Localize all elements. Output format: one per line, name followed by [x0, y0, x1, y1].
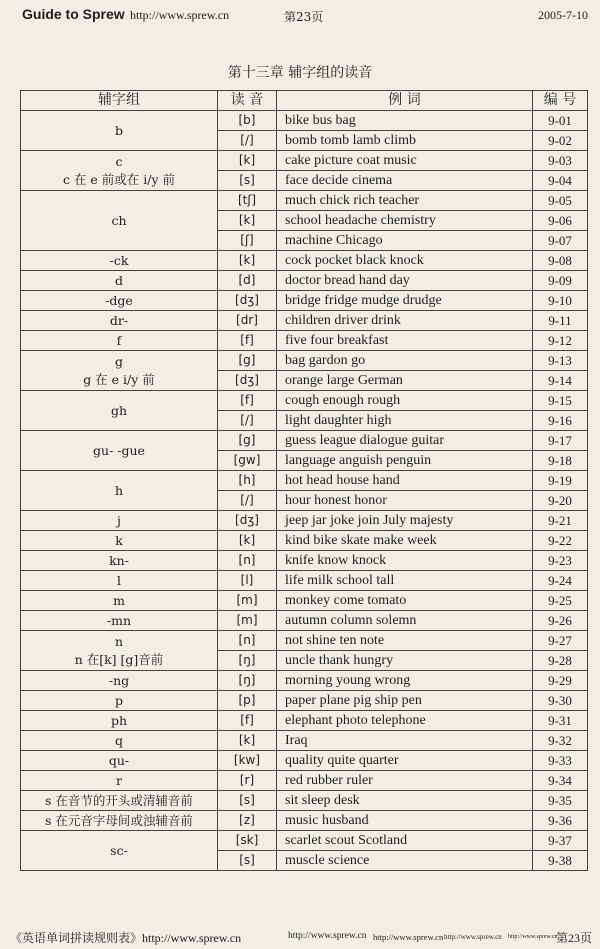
table-row [21, 531, 588, 551]
table-row [21, 731, 588, 751]
table-row [21, 251, 588, 271]
page-header [22, 6, 588, 26]
cluster-cell: j [21, 511, 218, 531]
pronunciation-cell: [gw] [218, 451, 277, 471]
entry-number-cell: 9-04 [533, 171, 588, 191]
pronunciation-cell: [/] [218, 131, 277, 151]
pronunciation-cell: [k] [218, 151, 277, 171]
footer-url[interactable]: http://www.sprew.cn [508, 934, 558, 940]
entry-number-cell: 9-25 [533, 591, 588, 611]
table-row [21, 151, 588, 171]
cluster-cell: ph [21, 711, 218, 731]
table-row [21, 111, 588, 131]
cluster-cell: ch [21, 191, 218, 251]
entry-number-cell: 9-29 [533, 671, 588, 691]
example-words-cell: life milk school tall [277, 571, 533, 591]
example-words-cell: scarlet scout Scotland [277, 831, 533, 851]
pronunciation-cell: [k] [218, 531, 277, 551]
table-row [21, 711, 588, 731]
example-words-cell: knife know knock [277, 551, 533, 571]
table-row [21, 351, 588, 371]
pronunciation-cell: [dʒ] [218, 511, 277, 531]
table-row [21, 311, 588, 331]
table-row [21, 471, 588, 491]
example-words-cell: machine Chicago [277, 231, 533, 251]
example-words-cell: light daughter high [277, 411, 533, 431]
example-words-cell: red rubber ruler [277, 771, 533, 791]
example-words-cell: kind bike skate make week [277, 531, 533, 551]
example-words-cell: bike bus bag [277, 111, 533, 131]
entry-number-cell: 9-34 [533, 771, 588, 791]
pronunciation-cell: [s] [218, 171, 277, 191]
column-header-cluster: 辅字组 [21, 91, 218, 111]
column-header-number: 编 号 [533, 91, 588, 111]
cluster-cell: f [21, 331, 218, 351]
chapter-title: 第十三章 辅字组的读音 [227, 65, 373, 81]
table-row [21, 671, 588, 691]
pronunciation-cell: [g] [218, 351, 277, 371]
example-words-cell: music husband [277, 811, 533, 831]
cluster-label: g 在 e i/y 前 [83, 371, 155, 387]
entry-number-cell: 9-26 [533, 611, 588, 631]
column-header-pronunciation: 读 音 [218, 91, 277, 111]
cluster-cell: sc- [21, 831, 218, 871]
cluster-label: n 在[k] [g]音前 [74, 651, 164, 667]
pronunciation-cell: [d] [218, 271, 277, 291]
example-words-cell: doctor bread hand day [277, 271, 533, 291]
cluster-cell [21, 631, 218, 671]
pronunciation-cell: [n] [218, 631, 277, 651]
header-page-number: 第23页 [284, 10, 324, 24]
pronunciation-cell: [p] [218, 691, 277, 711]
cluster-cell: -dge [21, 291, 218, 311]
entry-number-cell: 9-35 [533, 791, 588, 811]
pronunciation-cell: [ʃ] [218, 231, 277, 251]
pronunciation-cell: [b] [218, 111, 277, 131]
entry-number-cell: 9-18 [533, 451, 588, 471]
example-words-cell: hour honest honor [277, 491, 533, 511]
entry-number-cell: 9-03 [533, 151, 588, 171]
cluster-cell: s 在音节的开头或清辅音前 [21, 791, 218, 811]
example-words-cell: muscle science [277, 851, 533, 871]
entry-number-cell: 9-10 [533, 291, 588, 311]
cluster-cell: -ck [21, 251, 218, 271]
pronunciation-cell: [/] [218, 491, 277, 511]
cluster-label: c [115, 153, 123, 169]
entry-number-cell: 9-07 [533, 231, 588, 251]
example-words-cell: cake picture coat music [277, 151, 533, 171]
header-date: 2005-7-10 [538, 8, 588, 22]
page-footer [10, 929, 592, 947]
example-words-cell: elephant photo telephone [277, 711, 533, 731]
pronunciation-cell: [m] [218, 611, 277, 631]
example-words-cell: hot head house hand [277, 471, 533, 491]
footer-url[interactable]: http://www.sprew.cn [444, 933, 502, 941]
entry-number-cell: 9-30 [533, 691, 588, 711]
cluster-label: n [114, 633, 124, 649]
example-words-cell: guess league dialogue guitar [277, 431, 533, 451]
entry-number-cell: 9-14 [533, 371, 588, 391]
pronunciation-cell: [s] [218, 851, 277, 871]
pronunciation-cell: [g] [218, 431, 277, 451]
pronunciation-cell: [kw] [218, 751, 277, 771]
example-words-cell: face decide cinema [277, 171, 533, 191]
cluster-cell [21, 151, 218, 191]
table-row [21, 511, 588, 531]
entry-number-cell: 9-22 [533, 531, 588, 551]
pronunciation-cell: [r] [218, 771, 277, 791]
example-words-cell: morning young wrong [277, 671, 533, 691]
entry-number-cell: 9-21 [533, 511, 588, 531]
cluster-cell: h [21, 471, 218, 511]
pronunciation-cell: [/] [218, 411, 277, 431]
cluster-cell: gu- -gue [21, 431, 218, 471]
entry-number-cell: 9-05 [533, 191, 588, 211]
entry-number-cell: 9-31 [533, 711, 588, 731]
table-row [21, 331, 588, 351]
entry-number-cell: 9-09 [533, 271, 588, 291]
table-row [21, 691, 588, 711]
footer-page-number: 第23页 [555, 931, 592, 945]
table-row [21, 551, 588, 571]
pronunciation-cell: [ŋ] [218, 651, 277, 671]
footer-book-title: 《英语单词拼读规则表》http://www.sprew.cn [10, 931, 242, 945]
pronunciation-cell: [h] [218, 471, 277, 491]
table-row [21, 831, 588, 851]
example-words-cell: not shine ten note [277, 631, 533, 651]
example-words-cell: much chick rich teacher [277, 191, 533, 211]
pronunciation-cell: [f] [218, 711, 277, 731]
example-words-cell: orange large German [277, 371, 533, 391]
pronunciation-cell: [dr] [218, 311, 277, 331]
entry-number-cell: 9-12 [533, 331, 588, 351]
table-row [21, 631, 588, 651]
cluster-cell: p [21, 691, 218, 711]
entry-number-cell: 9-08 [533, 251, 588, 271]
example-words-cell: monkey come tomato [277, 591, 533, 611]
entry-number-cell: 9-27 [533, 631, 588, 651]
example-words-cell: cock pocket black knock [277, 251, 533, 271]
entry-number-cell: 9-17 [533, 431, 588, 451]
entry-number-cell: 9-38 [533, 851, 588, 871]
example-words-cell: Iraq [277, 731, 533, 751]
example-words-cell: jeep jar joke join July majesty [277, 511, 533, 531]
footer-url[interactable]: http://www.sprew.cn [288, 931, 367, 941]
entry-number-cell: 9-02 [533, 131, 588, 151]
cluster-cell: d [21, 271, 218, 291]
pronunciation-cell: [k] [218, 731, 277, 751]
example-words-cell: paper plane pig ship pen [277, 691, 533, 711]
table-row [21, 771, 588, 791]
pronunciation-cell: [k] [218, 211, 277, 231]
cluster-cell: qu- [21, 751, 218, 771]
cluster-cell: m [21, 591, 218, 611]
example-words-cell: language anguish penguin [277, 451, 533, 471]
header-url[interactable]: http://www.sprew.cn [130, 8, 230, 22]
consonant-cluster-table [20, 90, 588, 871]
example-words-cell: cough enough rough [277, 391, 533, 411]
entry-number-cell: 9-15 [533, 391, 588, 411]
entry-number-cell: 9-06 [533, 211, 588, 231]
table-row [21, 751, 588, 771]
cluster-cell: gh [21, 391, 218, 431]
entry-number-cell: 9-20 [533, 491, 588, 511]
entry-number-cell: 9-33 [533, 751, 588, 771]
pronunciation-cell: [n] [218, 551, 277, 571]
pronunciation-cell: [f] [218, 331, 277, 351]
entry-number-cell: 9-24 [533, 571, 588, 591]
pronunciation-cell: [sk] [218, 831, 277, 851]
entry-number-cell: 9-13 [533, 351, 588, 371]
entry-number-cell: 9-23 [533, 551, 588, 571]
table-row [21, 391, 588, 411]
cluster-cell [21, 351, 218, 391]
example-words-cell: five four breakfast [277, 331, 533, 351]
table-row [21, 291, 588, 311]
example-words-cell: quality quite quarter [277, 751, 533, 771]
cluster-cell: kn- [21, 551, 218, 571]
cluster-cell: l [21, 571, 218, 591]
example-words-cell: children driver drink [277, 311, 533, 331]
pronunciation-cell: [s] [218, 791, 277, 811]
pronunciation-cell: [ŋ] [218, 671, 277, 691]
pronunciation-cell: [dʒ] [218, 291, 277, 311]
entry-number-cell: 9-28 [533, 651, 588, 671]
pronunciation-cell: [l] [218, 571, 277, 591]
pronunciation-cell: [z] [218, 811, 277, 831]
cluster-cell: -mn [21, 611, 218, 631]
column-header-examples: 例 词 [277, 91, 533, 111]
table-row [21, 571, 588, 591]
table-row [21, 591, 588, 611]
table-row [21, 191, 588, 211]
cluster-label: c 在 e 前或在 i/y 前 [62, 171, 176, 187]
example-words-cell: bridge fridge mudge drudge [277, 291, 533, 311]
cluster-cell: b [21, 111, 218, 151]
example-words-cell: bag gardon go [277, 351, 533, 371]
pronunciation-cell: [k] [218, 251, 277, 271]
table-row [21, 431, 588, 451]
pronunciation-cell: [tʃ] [218, 191, 277, 211]
cluster-cell: -ng [21, 671, 218, 691]
entry-number-cell: 9-36 [533, 811, 588, 831]
pronunciation-cell: [f] [218, 391, 277, 411]
example-words-cell: uncle thank hungry [277, 651, 533, 671]
example-words-cell: school headache chemistry [277, 211, 533, 231]
entry-number-cell: 9-37 [533, 831, 588, 851]
entry-number-cell: 9-11 [533, 311, 588, 331]
cluster-cell: q [21, 731, 218, 751]
footer-url[interactable]: http://www.sprew.cn [373, 932, 444, 942]
example-words-cell: bomb tomb lamb climb [277, 131, 533, 151]
cluster-cell: dr- [21, 311, 218, 331]
table-row [21, 611, 588, 631]
table-header-row [21, 91, 588, 111]
entry-number-cell: 9-32 [533, 731, 588, 751]
entry-number-cell: 9-01 [533, 111, 588, 131]
brand-name: Guide to Sprew [22, 6, 125, 22]
table-row [21, 811, 588, 831]
example-words-cell: autumn column solemn [277, 611, 533, 631]
cluster-cell: r [21, 771, 218, 791]
example-words-cell: sit sleep desk [277, 791, 533, 811]
entry-number-cell: 9-19 [533, 471, 588, 491]
cluster-cell: k [21, 531, 218, 551]
pronunciation-cell: [dʒ] [218, 371, 277, 391]
cluster-label: g [114, 353, 123, 369]
table-row [21, 791, 588, 811]
table-row [21, 271, 588, 291]
cluster-cell: s 在元音字母间或浊辅音前 [21, 811, 218, 831]
pronunciation-cell: [m] [218, 591, 277, 611]
entry-number-cell: 9-16 [533, 411, 588, 431]
